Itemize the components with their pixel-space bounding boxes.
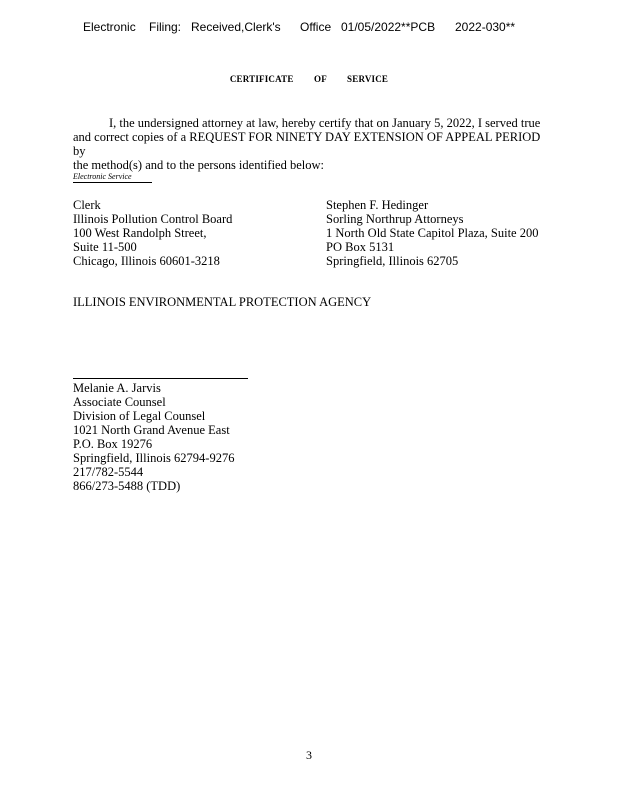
agency-name: ILLINOIS ENVIRONMENTAL PROTECTION AGENCY [73, 295, 372, 309]
address-line: 1 North Old State Capitol Plaza, Suite 200 [326, 226, 539, 240]
signature-block [73, 381, 234, 493]
signature-line-text: Melanie A. Jarvis [73, 381, 161, 395]
signature-line-text: 1021 North Grand Avenue East [73, 423, 230, 437]
page-number: 3 [306, 748, 312, 762]
header-date: 01/05/2022**PCB [341, 20, 436, 34]
address-line: Clerk [73, 198, 101, 212]
intro-line-3: the method(s) and to the persons identified below: [73, 158, 324, 172]
header-filing: Filing: [149, 20, 182, 34]
header-office: Office [300, 20, 332, 34]
service-method-label: Electronic Service [73, 172, 152, 183]
signature-line-text: Springfield, Illinois 62794-9276 [73, 451, 235, 465]
header-electronic: Electronic [83, 20, 136, 34]
intro-paragraph [73, 116, 551, 172]
address-line: Sorling Northrup Attorneys [326, 212, 464, 226]
header-number: 2022-030** [455, 20, 516, 34]
address-line: PO Box 5131 [326, 240, 395, 254]
address-line: Stephen F. Hedinger [326, 198, 429, 212]
signature-line-text: Associate Counsel [73, 395, 166, 409]
signature-line-text: 866/273-5488 (TDD) [73, 479, 181, 493]
signature-line-text: P.O. Box 19276 [73, 437, 153, 451]
header-received: Received,Clerk's [191, 20, 281, 34]
signature-line-text: 217/782-5544 [73, 465, 144, 479]
certificate-title: CERTIFICATE OF SERVICE [229, 74, 389, 84]
intro-line-2: and correct copies of a REQUEST FOR NINETY DAY EXTENSION OF APPEAL PERIOD by [73, 130, 541, 158]
address-line: Illinois Pollution Control Board [73, 212, 233, 226]
address-line: 100 West Randolph Street, [73, 226, 207, 240]
address-line: Chicago, Illinois 60601-3218 [73, 254, 220, 268]
address-line: Suite 11-500 [73, 240, 137, 254]
intro-line-1: I, the undersigned attorney at law, hereby certify that on January 5, 2022, I served true [109, 116, 541, 130]
signature-line [73, 378, 248, 379]
recipient-address-hedinger [326, 198, 538, 268]
signature-line-text: Division of Legal Counsel [73, 409, 206, 423]
recipient-address-clerk [73, 198, 232, 268]
address-line: Springfield, Illinois 62705 [326, 254, 459, 268]
